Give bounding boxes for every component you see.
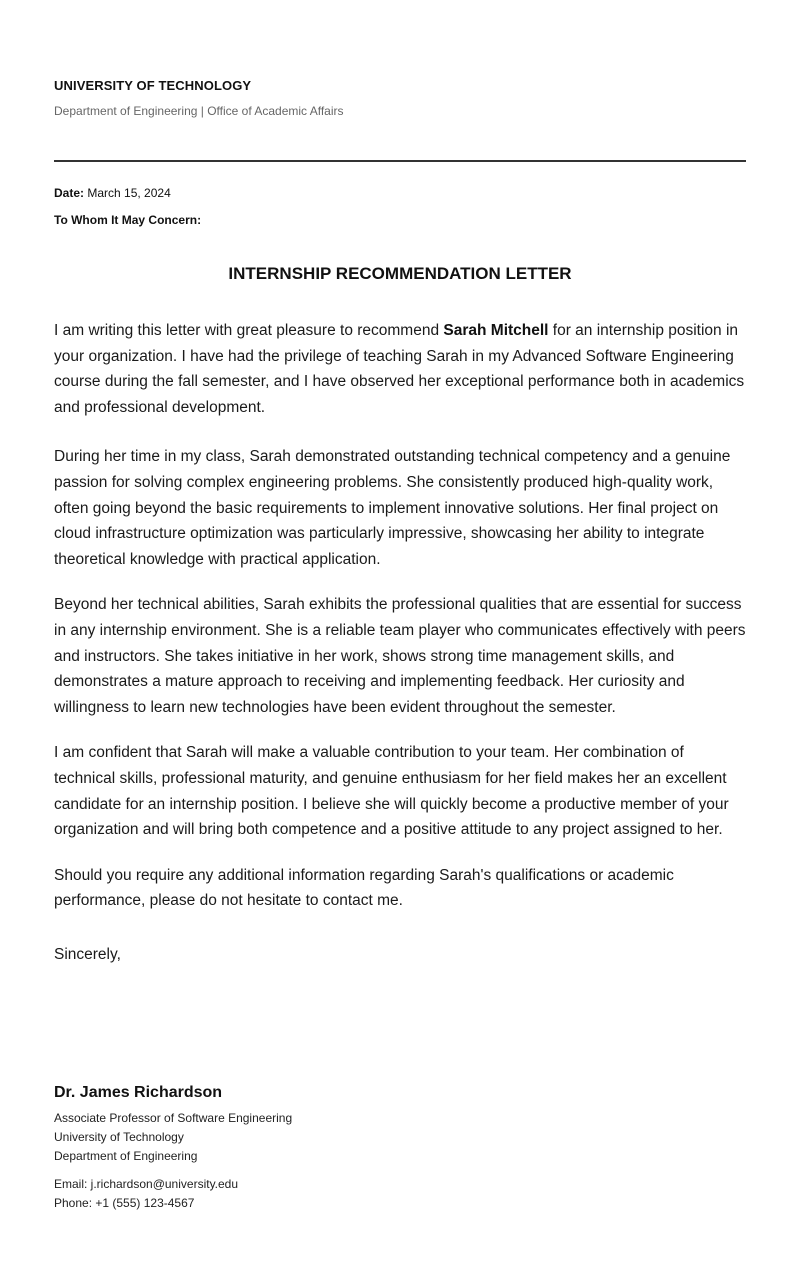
department-line: Department of Engineering | Office of Academic Affairs <box>54 104 344 118</box>
paragraph-2: During her time in my class, Sarah demonstrated outstanding technical competency and a genuine passion for solving complex engineering problems. She consistently produced high-quality work, often going beyond the basic requirements to implement innovative solutions. Her final project on cloud infrastructure optimization was particularly impressive, showcasing her ability to integrate theoretical knowledge with practical application. <box>54 448 731 568</box>
salutation: To Whom It May Concern: <box>54 213 202 227</box>
paragraph-4: I am confident that Sarah will make a valuable contribution to your team. Her combination of technical skills, professional maturity, and genuine enthusiasm for her field makes her an excellent candidate for an internship position. I believe she will quickly become a productive member of your organization and will bring both competence and a positive attitude to any project assigned to her. <box>54 744 729 839</box>
date-label: Date: <box>54 186 85 200</box>
paragraph-1 <box>54 318 746 420</box>
paragraph-1-end: for an internship position in your organization. I have had the privilege of teaching Sarah in my Advanced Software Engineering course during the fall semester, and I have observed her exceptional performance both in academics and professional development. <box>54 322 745 416</box>
signer-contact <box>54 1175 238 1213</box>
university-name: UNIVERSITY OF TECHNOLOGY <box>54 78 252 93</box>
letter-body <box>54 318 746 967</box>
letter-title: INTERNSHIP RECOMMENDATION LETTER <box>228 264 572 283</box>
header-divider <box>54 160 746 162</box>
signer-details <box>54 1109 292 1166</box>
signer-name: Dr. James Richardson <box>54 1084 223 1101</box>
signer-phone: Phone: +1 (555) 123-4567 <box>54 1196 195 1210</box>
candidate-name: Sarah Mitchell <box>443 322 549 339</box>
signer-department: Department of Engineering <box>54 1149 198 1163</box>
date-value: March 15, 2024 <box>87 186 171 200</box>
signer-email: Email: j.richardson@university.edu <box>54 1177 239 1191</box>
paragraph-3: Beyond her technical abilities, Sarah exhibits the professional qualities that are essential for success in any internship environment. She is a reliable team player who communicates effectively with peers and instructors. She takes initiative in her work, shows strong time management skills, and demonstrates a mature approach to receiving and implementing feedback. Her curiosity and willingness to learn new technologies have been evident throughout the semester. <box>54 596 746 716</box>
signer-title: Associate Professor of Software Engineering <box>54 1111 293 1125</box>
signer-institution: University of Technology <box>54 1130 184 1144</box>
date-line <box>54 186 171 200</box>
closing: Sincerely, <box>54 945 121 963</box>
paragraph-5: Should you require any additional information regarding Sarah's qualifications or academic performance, please do not hesitate to contact me. <box>54 866 674 910</box>
paragraph-1-start: I am writing this letter with great pleasure to recommend <box>54 322 444 339</box>
